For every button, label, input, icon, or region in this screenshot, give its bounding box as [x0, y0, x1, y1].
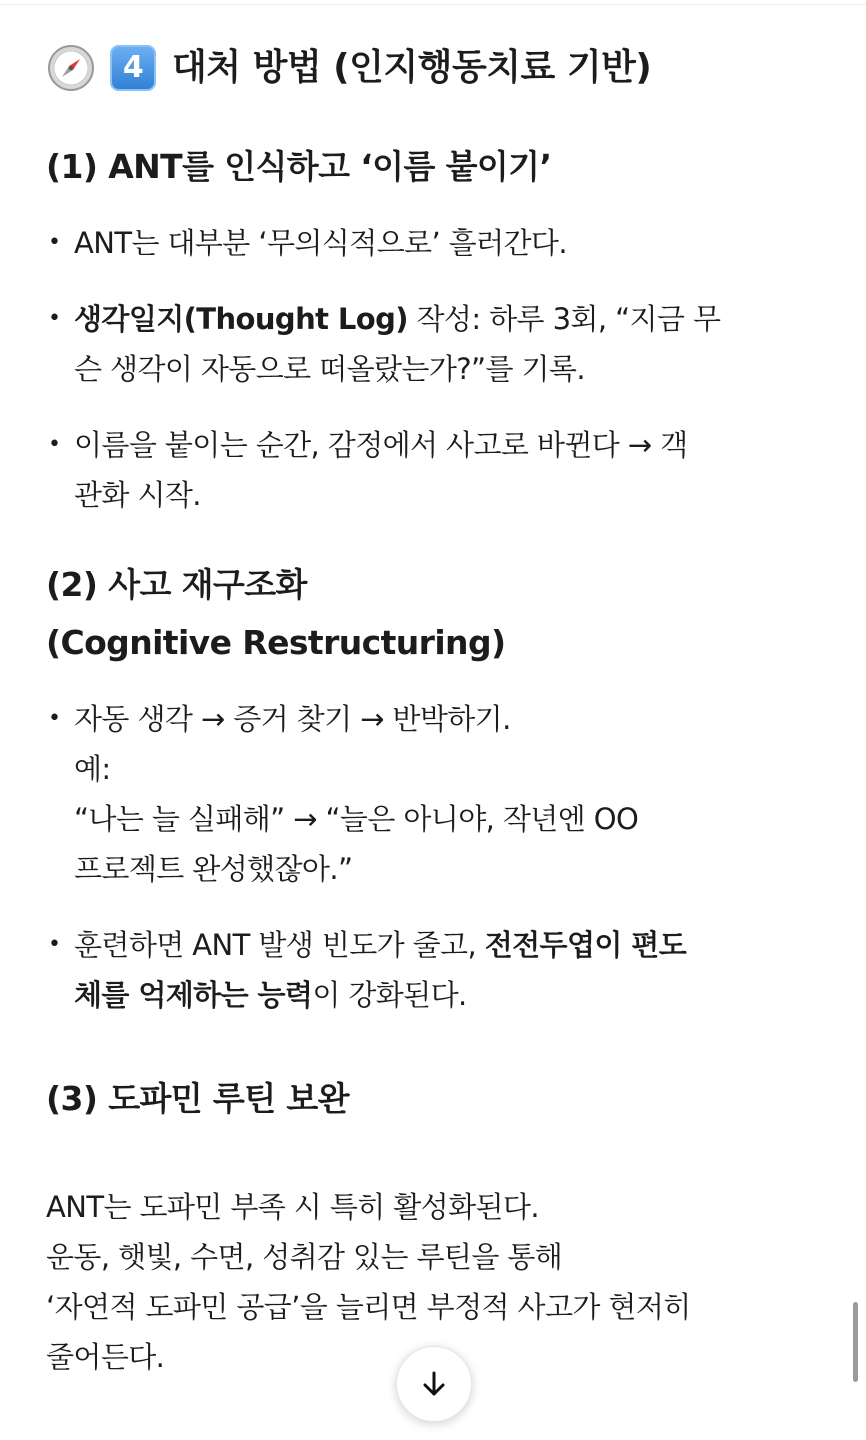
subheading-line: (Cognitive Restructuring) — [46, 623, 506, 662]
list-item — [46, 694, 836, 894]
list-item-text: 이름을 붙이는 순간, 감정에서 사고로 바뀐다 → 객 — [74, 428, 688, 462]
top-divider — [0, 4, 866, 5]
list-item — [46, 218, 836, 268]
list-item — [46, 294, 836, 394]
subheading-1: (1) ANT를 인식하고 ‘이름 붙이기’ — [46, 147, 552, 186]
subheading-line: (2) 사고 재구조화 — [46, 565, 307, 604]
list-item-text: 자동 생각 → 증거 찾기 → 반박하기. — [74, 702, 511, 736]
subheading-3: (3) 도파민 루틴 보완 — [46, 1079, 349, 1118]
list-item — [46, 420, 836, 520]
list-item-text: “나는 늘 실패해” → “늘은 아니야, 작년엔 OO — [74, 802, 639, 836]
list-item-text: ANT는 대부분 ‘무의식적으로’ 흘러간다. — [74, 226, 567, 260]
list-item-text: 슨 생각이 자동으로 떠올랐는가?”를 기록. — [74, 352, 585, 386]
bold-text: 전전두엽이 편도 — [484, 928, 687, 962]
bold-text: 생각일지(Thought Log) — [74, 302, 408, 336]
paragraph-line: ‘자연적 도파민 공급’을 늘리면 부정적 사고가 현저히 — [46, 1290, 691, 1324]
list-item-text: 이 강화된다. — [312, 978, 467, 1012]
section-heading — [46, 36, 836, 100]
list-item — [46, 920, 836, 1020]
list-item-text: 훈련하면 ANT 발생 빈도가 줄고, — [74, 928, 485, 962]
list-item-text: 예: — [74, 752, 111, 786]
list-item-text: 작성: 하루 3회, “지금 무 — [407, 302, 721, 336]
paragraph-line: 운동, 햇빛, 수면, 성취감 있는 루틴을 통해 — [46, 1240, 563, 1274]
arrow-down-icon — [418, 1368, 450, 1400]
section-title: 대처 방법 (인지행동치료 기반) — [172, 47, 652, 88]
scroll-down-button[interactable] — [396, 1346, 472, 1422]
subheading-2 — [46, 556, 836, 672]
compass-icon — [46, 43, 96, 93]
bold-text: 체를 억제하는 능력 — [74, 978, 313, 1012]
paragraph-line: ANT는 도파민 부족 시 특히 활성화된다. — [46, 1190, 539, 1224]
list-item-text: 프로젝트 완성했잖아.” — [74, 852, 353, 886]
keycap-digit-four-icon: 4 — [110, 45, 156, 91]
list-1 — [46, 218, 836, 520]
scrollbar[interactable] — [853, 1302, 858, 1382]
list-2 — [46, 694, 836, 1020]
message-content — [46, 36, 836, 1382]
paragraph-line: 줄어든다. — [46, 1340, 165, 1374]
list-item-text: 관화 시작. — [74, 478, 201, 512]
